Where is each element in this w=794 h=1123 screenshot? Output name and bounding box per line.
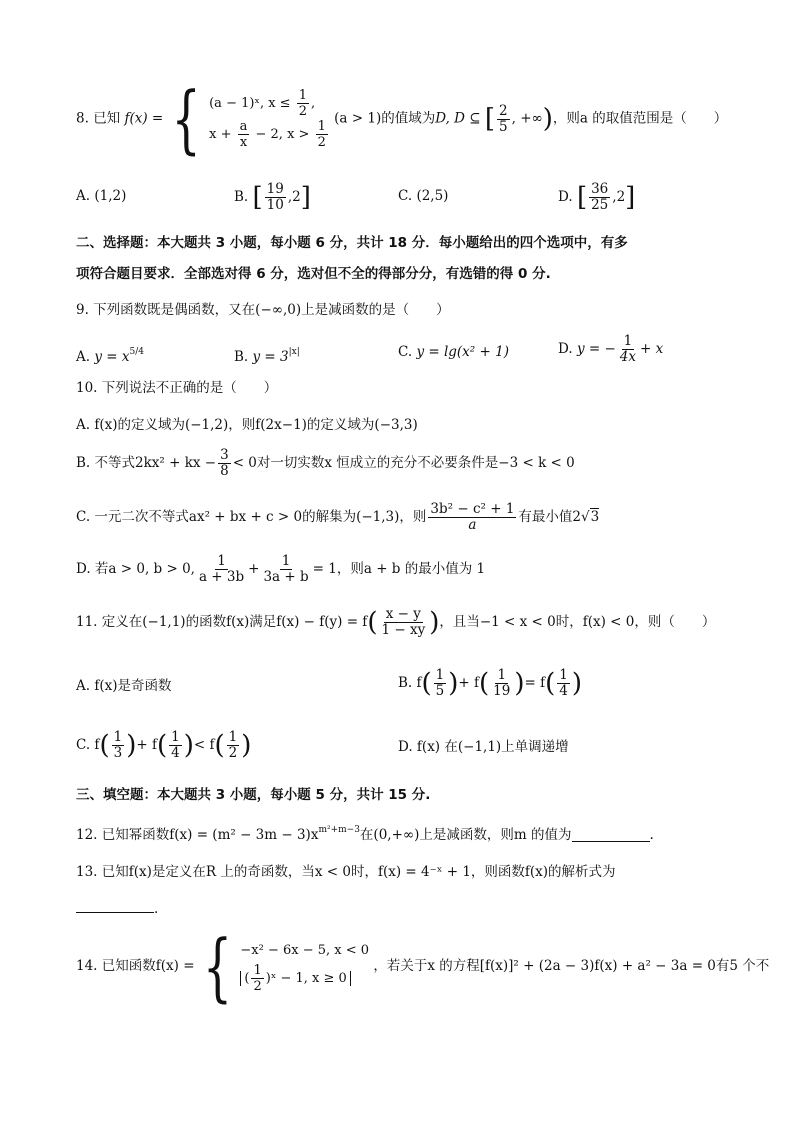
answer-blank[interactable] bbox=[572, 827, 650, 842]
question-9-stem: 9. 下列函数既是偶函数，又在(−∞,0)上是减函数的是（ ） bbox=[76, 302, 450, 318]
q8-option-c: C. (2,5) bbox=[398, 188, 449, 204]
q10-option-d: D. 若a > 0, b > 0, $\frac{1}{a + 3b}$ + $\frac{1}{3a + b}$ = 1，则a + b 的最小值为 1 bbox=[76, 553, 486, 585]
section-3-heading: 三、填空题：本大题共 3 小题，每小题 5 分，共计 15 分. bbox=[76, 787, 431, 803]
section-2-heading-line-2: 项符合题目要求．全部选对得 6 分，选对但不全的得部分分，有选错的得 0 分. bbox=[76, 266, 551, 282]
q9-option-b: B. $y = 3^{|x|}$ bbox=[234, 347, 300, 365]
q10-option-a: A. f(x)的定义域为(−1,2)，则f(2x−1)的定义域为(−3,3) bbox=[76, 417, 418, 433]
question-14-stem: 14. 已知函数f(x) = { −x² − 6x − 5, x < 0 ( $\frac{1}{2}$ )ˣ − 1, x ≥ 0 ，若关于x 的方程[f(x)]² + (2a − 3)f(x) + a² − 3a = 0有5 个不 bbox=[76, 923, 770, 1010]
piecewise-brace: { bbox=[202, 923, 233, 1010]
question-12-stem: 12. 已知幂函数$f(x) = (m^2 - 3m - 3)x^{m^2+m-3}$在(0,+∞)上是减函数，则m 的值为 . bbox=[76, 825, 654, 843]
q9-option-d: D. y = − $\frac{1}{4x}$ + x bbox=[558, 333, 664, 365]
q10-option-b: B. 不等式2kx² + kx − $\frac{3}{8}$ < 0对一切实数x 恒成立的充分不必要条件是−3 < k < 0 bbox=[76, 447, 575, 479]
question-13-answer: . bbox=[76, 898, 158, 919]
q11-option-b: B. f( $\frac{1}{5}$ )+ f( $\frac{1}{19}$ )= f( $\frac{1}{4}$ ) bbox=[398, 667, 583, 699]
q8-option-d: D. [ $\frac{36}{25}$ ,2] bbox=[558, 181, 636, 213]
q10-option-c: C. 一元二次不等式ax² + bx + c > 0的解集为(−1,3)，则 $\frac{\text{3b² − c² + 1}}{a}$ 有最小值2√3 bbox=[76, 501, 600, 533]
q11-option-c: C. f( $\frac{1}{3}$ )+ f( $\frac{1}{4}$ )< f( $\frac{1}{2}$ ) bbox=[76, 729, 252, 761]
piecewise-cases: −x² − 6x − 5, x < 0 ( $\frac{1}{2}$ )ˣ − 1, x ≥ 0 bbox=[240, 943, 370, 994]
answer-blank[interactable] bbox=[76, 898, 154, 913]
section-2-heading-line-1: 二、选择题：本大题共 3 小题，每小题 6 分，共计 18 分．每小题给出的四个选项中，有多 bbox=[76, 235, 628, 251]
q11-option-a: A. f(x)是奇函数 bbox=[76, 678, 172, 694]
q11-option-d: D. f(x) 在(−1,1)上单调递增 bbox=[398, 739, 569, 755]
question-13-stem: 13. 已知f(x)是定义在R 上的奇函数，当x < 0时，f(x) = 4⁻ˣ + 1，则函数f(x)的解析式为 bbox=[76, 864, 616, 880]
q9-option-a: A. $y = x^{5/4}$ bbox=[76, 347, 144, 365]
q9-option-c: C. y = lg(x² + 1) bbox=[398, 344, 509, 360]
piecewise-brace: { bbox=[171, 75, 201, 163]
q8-option-a: A. (1,2) bbox=[76, 188, 127, 204]
q8-option-b: B. [ $\frac{19}{10}$ ,2] bbox=[234, 181, 311, 213]
question-10-stem: 10. 下列说法不正确的是（ ） bbox=[76, 380, 278, 396]
piecewise-cases: (a − 1)ˣ, x ≤ $\frac{1}{2}$ , x + $\frac{a}{x}$ − 2, x > $\frac{1}{2}$ bbox=[209, 88, 326, 150]
question-8-stem: 8. 已知 f(x) = { (a − 1)ˣ, x ≤ $\frac{1}{2}$ , x + $\frac{a}{x}$ − 2, x > $\frac{1}{2}$ (a > 1)的值域为D, D ⊆ [ $\frac{2}{5}$ , +∞)，则a 的取值范围是（ ） bbox=[76, 75, 728, 163]
question-11-stem: 11. 定义在(−1,1)的函数f(x)满足f(x) − f(y) = f( $\frac{x - y}{1 - xy}$ )，且当−1 < x < 0时，f(x) < 0，则（ ） bbox=[76, 606, 716, 638]
